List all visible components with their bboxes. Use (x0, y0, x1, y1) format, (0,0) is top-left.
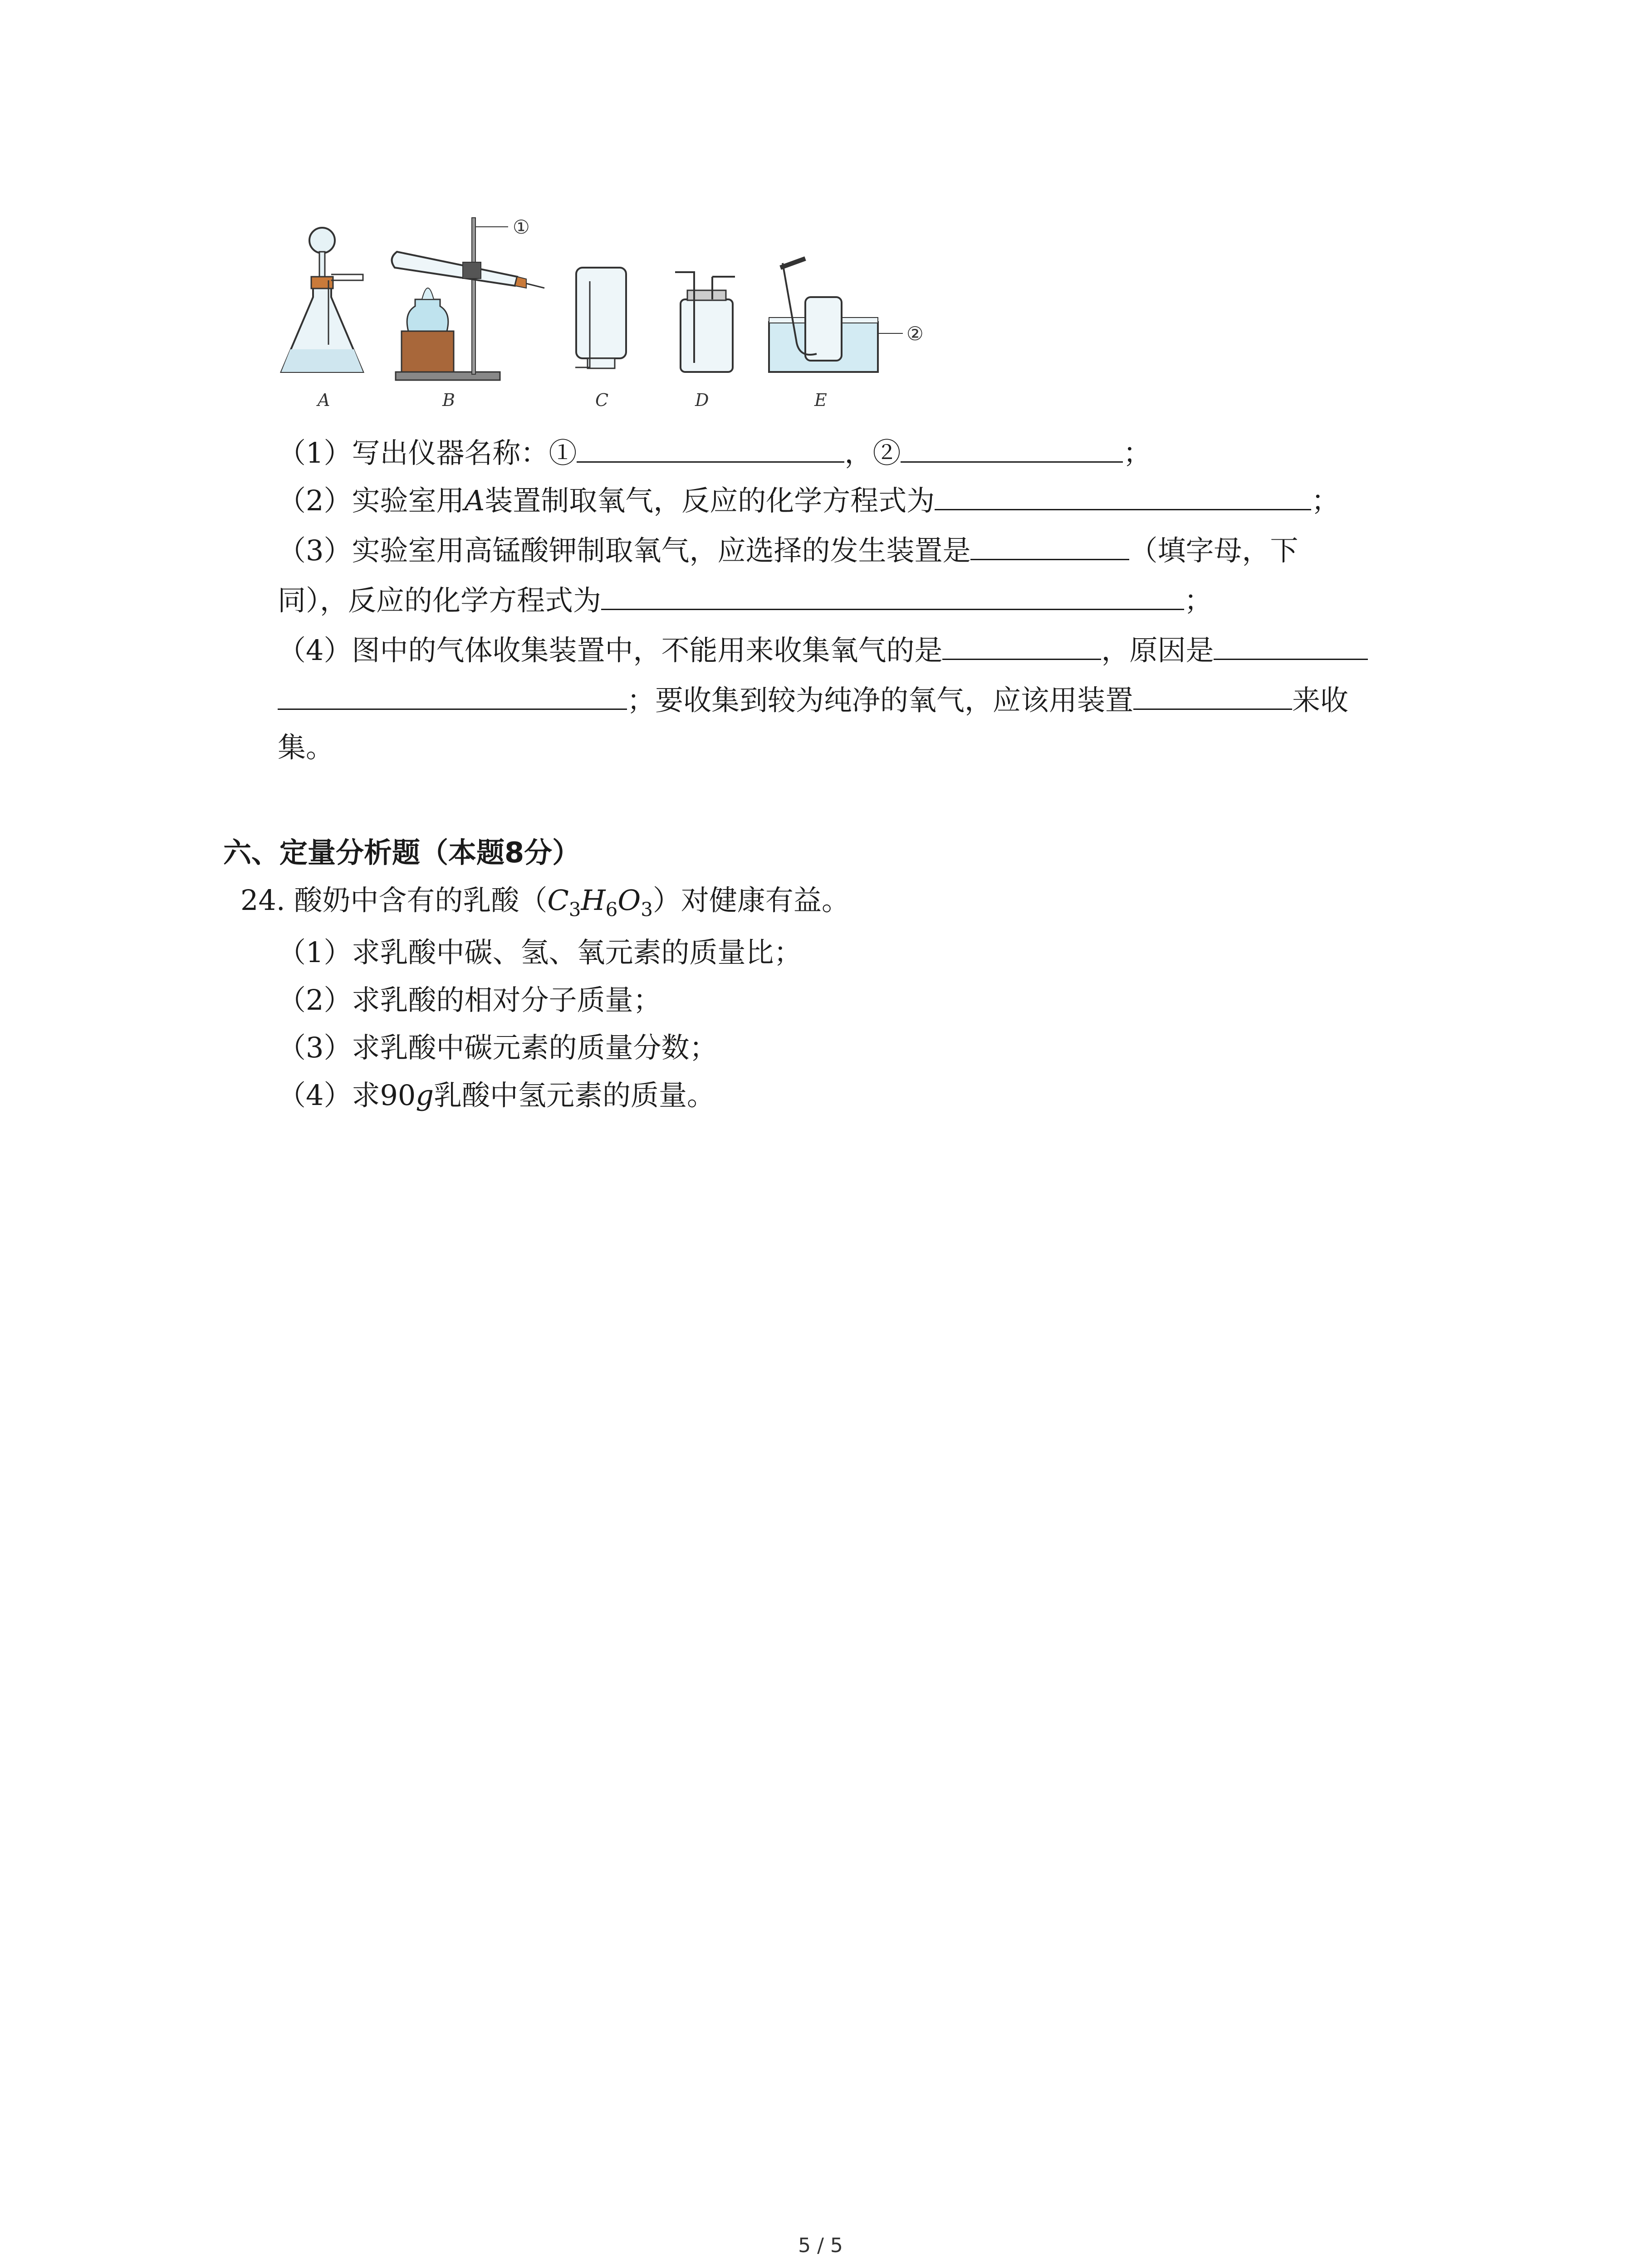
label-d: D (695, 390, 709, 410)
answer-blank-9[interactable] (1133, 680, 1292, 710)
formula-o: O (617, 884, 641, 917)
q23-part1 (278, 433, 1151, 471)
section-heading: 六、定量分析题（本题8分） (223, 836, 581, 869)
formula-h: H (581, 884, 606, 917)
answer-blank-6[interactable] (942, 631, 1101, 660)
apparatus-e (769, 259, 903, 372)
q24-part2: （2）求乳酸的相对分子质量； (278, 983, 661, 1017)
q23-p4-text: （4）图中的气体收集装置中，不能用来收集氧气的是 (278, 634, 943, 667)
label-a: A (318, 390, 330, 410)
apparatus-a (281, 228, 363, 372)
q23-p2-end: ； (1311, 484, 1340, 517)
q24-part4 (278, 1077, 715, 1114)
label-c: C (595, 390, 609, 410)
label-b: B (442, 390, 455, 410)
formula-sub-2: 6 (605, 898, 618, 921)
apparatus-c (575, 268, 626, 368)
answer-blank-1[interactable] (577, 433, 844, 463)
q24-p4-after: 乳酸中氢元素的质量。 (434, 1079, 715, 1112)
marker-1: ① (513, 216, 530, 238)
q23-part3-cont (278, 581, 1212, 619)
q23-p2-var: A (464, 484, 485, 517)
page-number: 5 / 5 (798, 2234, 843, 2257)
q24-text-after: ）对健康有益。 (652, 884, 850, 917)
q23-p4b-end: 来收 (1292, 684, 1349, 717)
q23-part2 (278, 481, 1339, 519)
q24-part3: （3）求乳酸中碳元素的质量分数； (278, 1031, 718, 1064)
q23-p3b-text: 同），反应的化学方程式为 (278, 584, 602, 617)
q23-p2-text: （2）实验室用 (278, 484, 465, 517)
q23-p1-mid: ，② (844, 436, 901, 469)
q24-number: 24. (240, 884, 285, 917)
label-e: E (814, 390, 827, 410)
q23-part4-cont2 (278, 729, 334, 766)
formula-c: C (547, 884, 569, 917)
q24-stem (240, 882, 850, 928)
q24-p4-before: （4）求90 (278, 1079, 416, 1112)
answer-blank-7[interactable] (1214, 631, 1368, 660)
answer-blank-8[interactable] (278, 680, 627, 710)
q23-p4b-mid: ；要收集到较为纯净的氧气，应该用装置 (627, 684, 1134, 717)
q23-part4-cont (278, 680, 1348, 719)
formula-sub-3: 3 (641, 898, 653, 921)
q24-part1: （1）求乳酸中碳、氢、氧元素的质量比； (278, 936, 802, 969)
q23-p3b-end: ； (1184, 584, 1213, 617)
answer-blank-5[interactable] (601, 581, 1184, 610)
q23-part4 (278, 631, 1368, 669)
q23-p2-text2: 装置制取氧气，反应的化学方程式为 (485, 484, 935, 517)
answer-blank-2[interactable] (901, 433, 1123, 463)
apparatus-d (675, 272, 735, 372)
q23-p4-mid: ，原因是 (1101, 634, 1214, 667)
q23-p1-text: （1）写出仪器名称：① (278, 436, 577, 469)
q23-p4c-text: 集。 (278, 731, 334, 764)
q23-p3-text: （3）实验室用高锰酸钾制取氧气，应选择的发生装置是 (278, 534, 971, 567)
answer-blank-3[interactable] (935, 481, 1311, 510)
q23-p3-end: （填字母，下 (1129, 534, 1298, 567)
apparatus-figure (272, 209, 980, 426)
marker-2: ② (906, 323, 924, 345)
q24-text-before: 酸奶中含有的乳酸（ (294, 884, 548, 917)
q23-part3 (278, 531, 1298, 569)
formula-sub-1: 3 (568, 898, 581, 921)
apparatus-b (392, 218, 544, 380)
q24-p4-var: g (416, 1079, 434, 1112)
q23-p1-end: ； (1123, 436, 1151, 469)
answer-blank-4[interactable] (970, 531, 1129, 560)
